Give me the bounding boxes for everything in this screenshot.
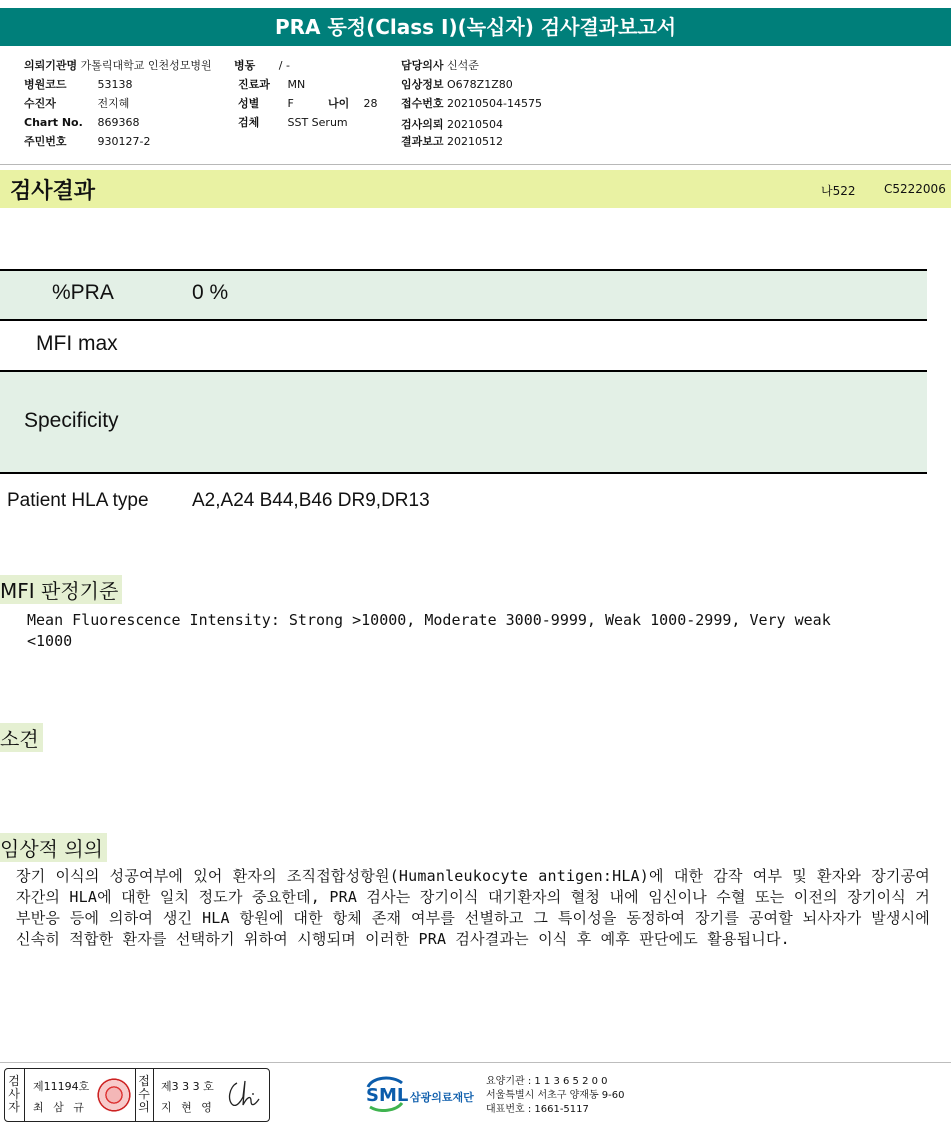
table-line <box>0 472 927 474</box>
ward-field <box>234 57 290 73</box>
clinical-significance-heading: 임상적 의의 <box>0 833 107 862</box>
pra-label: %PRA <box>52 281 114 304</box>
result-report-field <box>401 133 503 149</box>
doctor-value: 신석준 <box>447 59 479 72</box>
table-line <box>0 319 927 321</box>
resident-no-field <box>24 133 150 149</box>
sex-label: 성별 <box>238 97 260 110</box>
org-name: 삼광의료재단 <box>410 1091 474 1104</box>
section-title: 검사결과 <box>10 179 96 204</box>
findings-heading: 소견 <box>0 723 43 752</box>
requesting-org-value: 가톨릭대학교 인천성모병원 <box>80 59 212 72</box>
hospital-code-field <box>24 76 133 92</box>
section-code-1: 나522 <box>821 184 856 198</box>
age-field <box>328 95 378 111</box>
receipt-no-label: 접수번호 <box>401 97 444 110</box>
requesting-org-label: 의뢰기관명 <box>24 59 78 72</box>
ward-label: 병동 <box>234 59 256 72</box>
patient-value: 전지혜 <box>97 97 130 110</box>
specimen-field <box>238 114 348 130</box>
chart-no-field <box>24 116 140 129</box>
hospital-code-value: 53138 <box>97 78 133 91</box>
dept-label: 진료과 <box>238 78 270 91</box>
signature-box <box>4 1068 270 1122</box>
seal-stamp-icon <box>97 1078 131 1112</box>
clinical-info-value: O678Z1Z80 <box>447 78 513 91</box>
age-value: 28 <box>363 97 378 110</box>
clinical-info-label: 임상정보 <box>401 78 444 91</box>
test-request-label: 검사의뢰 <box>401 118 444 131</box>
mfi-max-label: MFI max <box>36 332 118 355</box>
specificity-row <box>0 372 927 472</box>
mfi-criteria-line2: <1000 <box>27 632 73 650</box>
reviewer-name: 지 현 영 <box>161 1101 215 1114</box>
specificity-label: Specificity <box>24 409 119 432</box>
reviewer-license-no: 제3 3 3 호 <box>161 1080 214 1093</box>
resident-no-value: 930127-2 <box>97 135 151 148</box>
age-label: 나이 <box>328 97 350 110</box>
specimen-value: SST Serum <box>287 116 348 129</box>
header-divider <box>0 164 951 165</box>
patient-field <box>24 95 129 111</box>
agency-number: 요양기관 : 1 1 3 6 5 2 0 0 <box>486 1076 608 1087</box>
org-address: 서울특별시 서초구 양재동 9-60 <box>486 1090 625 1101</box>
box-divider <box>24 1069 25 1121</box>
section-code-2: C5222006 <box>884 182 946 196</box>
requesting-org-field <box>24 57 212 73</box>
footer-divider <box>0 1062 951 1063</box>
mfi-criteria-line1: Mean Fluorescence Intensity: Strong >10000, Moderate 3000-9999, Weak 1000-2999, Very weak <box>27 611 831 629</box>
clinical-significance-text: 장기 이식의 성공여부에 있어 환자의 조직접합성항원(Humanleukocyte antigen:HLA)에 대한 감작 여부 및 환자와 장기공여자간의 HLA에 대한 일치 정도가 중요한데, PRA 검사는 장기이식 대기환자의 혈청 내에 임신이나 수혈 또는 이전의 장기이식 거부반응 등에 의하여 생긴 HLA 항원에 대한 항체 존재 여부를 선별하고 그 특이성을 동정하여 장기를 공여할 뇌사자가 발생시에 신속히 적합한 환자를 선택하기 위하여 시행되며 이러한 PRA 검사결과는 이식 후 예후 판단에도 활용됩니다. <box>16 867 930 948</box>
sml-logo-text: SML <box>366 1085 409 1106</box>
result-report-value: 20210512 <box>447 135 504 148</box>
tester-label: 검사자 <box>8 1074 20 1114</box>
box-divider <box>135 1069 136 1121</box>
hla-type-value: A2,A24 B44,B46 DR9,DR13 <box>192 490 430 511</box>
report-title: PRA 동정(Class I)(녹십자) 검사결과보고서 <box>0 8 951 46</box>
tester-name: 최 삼 규 <box>33 1101 87 1114</box>
result-report-label: 결과보고 <box>401 135 444 148</box>
receipt-no-field <box>401 95 542 111</box>
clinical-info-field <box>401 76 513 92</box>
org-phone: 대표번호 : 1661-5117 <box>486 1104 589 1115</box>
test-request-field <box>401 116 503 132</box>
ward-value: / - <box>278 59 290 72</box>
chart-no-value: 869368 <box>97 116 140 129</box>
sex-field <box>238 95 294 111</box>
specimen-label: 검체 <box>238 116 260 129</box>
doctor-label: 담당의사 <box>401 59 444 72</box>
dept-field <box>238 76 305 92</box>
chart-no-label: Chart No. <box>24 116 83 129</box>
doctor-field <box>401 57 479 73</box>
resident-no-label: 주민번호 <box>24 135 67 148</box>
box-divider <box>153 1069 154 1121</box>
pra-row <box>0 271 927 319</box>
section-bar <box>0 170 951 208</box>
mfi-criteria-heading: MFI 판정기준 <box>0 575 122 604</box>
patient-label: 수진자 <box>24 97 56 110</box>
tester-license-no: 제11194호 <box>33 1080 90 1093</box>
dept-value: MN <box>287 78 306 91</box>
receipt-no-value: 20210504-14575 <box>447 97 542 110</box>
hospital-code-label: 병원코드 <box>24 78 67 91</box>
test-request-value: 20210504 <box>447 118 504 131</box>
pra-value: 0 % <box>192 281 229 304</box>
hla-type-label: Patient HLA type <box>7 490 149 511</box>
signature-icon <box>223 1077 265 1113</box>
sex-value: F <box>287 97 294 110</box>
reviewer-label: 접수의 <box>138 1074 150 1114</box>
